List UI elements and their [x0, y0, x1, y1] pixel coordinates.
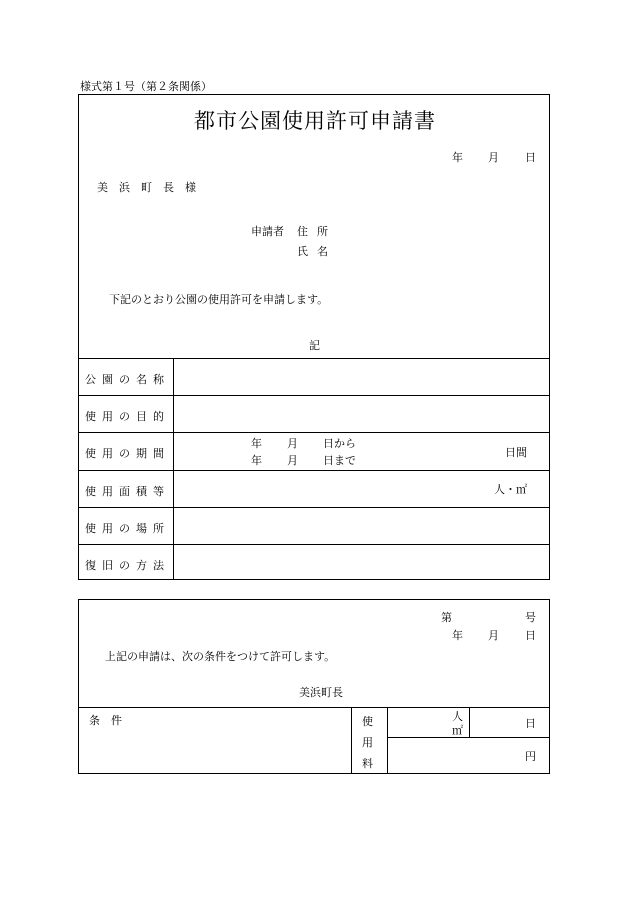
- park-name-field[interactable]: [174, 359, 548, 394]
- permit-no-prefix: 第: [441, 611, 452, 624]
- purpose-field[interactable]: [174, 396, 548, 431]
- period-field[interactable]: 年 月 日から 年 月 日まで 日間: [251, 437, 527, 467]
- area-field[interactable]: 人・㎡: [494, 483, 527, 496]
- permit-statement: 上記の申請は、次の条件をつけて許可します。: [105, 650, 336, 663]
- place-field[interactable]: [174, 508, 548, 543]
- form-number-label: 様式第１号（第２条関係）: [80, 80, 212, 93]
- address-label-1: 住: [297, 225, 308, 238]
- fee-amount-field[interactable]: 円: [525, 750, 536, 763]
- fee-days-field[interactable]: 日: [525, 717, 536, 730]
- restoration-field[interactable]: [174, 545, 548, 578]
- permit-date-day: 日: [525, 629, 536, 642]
- permit-section: 第 号 年 月 日 上記の申請は、次の条件をつけて許可します。 美浜町長 条 件 使 用 料 人 ㎡ 日 円: [78, 599, 550, 774]
- fee-label-1: 使: [362, 715, 373, 728]
- date-day-label: 日: [525, 151, 536, 164]
- permit-no-suffix: 号: [525, 611, 536, 624]
- permit-date-month: 月: [488, 629, 499, 642]
- applicant-label: 申請者: [251, 225, 284, 238]
- application-statement: 下記のとおり公園の使用許可を申請します。: [109, 293, 329, 306]
- ki-label: 記: [309, 339, 320, 352]
- date-month-label: 月: [488, 151, 499, 164]
- date-year-label: 年: [452, 151, 463, 164]
- application-form: 都市公園使用許可申請書 年 月 日 美 浜 町 長 様 申請者 住 所 氏 名 下記のとおり公園の使用許可を申請します。 記 公 園 の 名 称 使 用 の 目 的 使 用 の 期 間 使 用 面 積 等 使 用 の 場 所 復 旧 の 方 法 年 月 日から 年 月 日まで 日間 人・㎡: [78, 94, 550, 580]
- permit-date-year: 年: [452, 629, 463, 642]
- fee-quantity-field[interactable]: 人 ㎡: [452, 710, 463, 737]
- fee-label-2: 用: [362, 736, 373, 749]
- name-label-2: 名: [317, 245, 328, 258]
- name-label-1: 氏: [297, 245, 308, 258]
- address-label-2: 所: [317, 225, 328, 238]
- fee-label-3: 料: [362, 757, 373, 770]
- issuer-label: 美浜町長: [299, 686, 343, 699]
- form-title: 都市公園使用許可申請書: [194, 109, 436, 133]
- conditions-field[interactable]: [89, 730, 349, 770]
